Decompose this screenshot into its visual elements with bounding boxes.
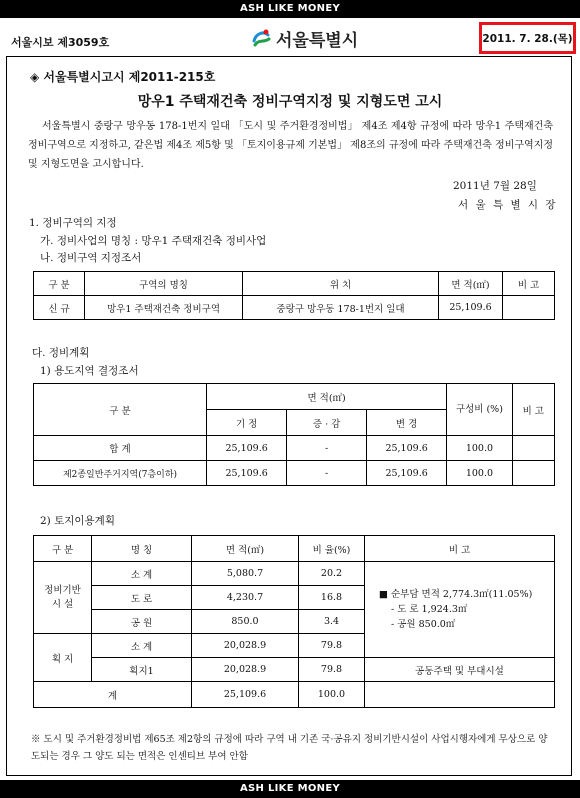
bottom-banner: ASH LIKE MONEY: [0, 780, 580, 798]
table-cell: 25,109.6: [192, 682, 299, 708]
table-cell: 79.8: [299, 658, 365, 682]
table-cell: 공동주택 및 부대시설: [365, 658, 555, 682]
issue-date: 2011. 7. 28.(목): [479, 22, 576, 54]
table-cell: 중랑구 망우동 178-1번지 일대: [243, 296, 439, 320]
table-cell: 공 원: [92, 610, 192, 634]
table-cell: 25,109.6: [366, 436, 446, 461]
table-header-cell: 비 고: [365, 536, 555, 562]
table-row: [34, 436, 555, 461]
table-cell: 도 로: [92, 586, 192, 610]
table-header-cell: 구 분: [34, 272, 85, 296]
section-da-heading: 다. 정비계획: [32, 347, 90, 359]
table-cell: 20.2: [299, 562, 365, 586]
table-header-cell: 구성비 (%): [447, 384, 512, 436]
land-use-table: [33, 535, 555, 708]
table-header-cell: 명 칭: [92, 536, 192, 562]
table-header-cell: 구 분: [34, 384, 207, 436]
table-header-row: [34, 384, 555, 410]
net-burden-line: - 공원 850.0㎡: [391, 619, 456, 630]
table-cell: 20,028.9: [192, 658, 299, 682]
table-cell: 합 계: [34, 436, 207, 461]
notice-date: 2011년 7월 28일: [453, 180, 537, 192]
net-burden-note: [365, 562, 555, 658]
table-cell: 100.0: [447, 461, 512, 486]
table-header-row: [34, 272, 555, 296]
table-cell: 망우1 주택재건축 정비구역: [85, 296, 243, 320]
zone-designation-table: [33, 271, 555, 320]
notice-title: 망우1 주택재건축 정비구역지정 및 지형도면 고시: [137, 94, 443, 110]
table-header-cell: 구 분: [34, 536, 92, 562]
table-cell: 계: [34, 682, 192, 708]
table-cell: -: [287, 436, 367, 461]
table-group-cell: 정비기반 시 설: [34, 562, 92, 634]
table-cell: 850.0: [192, 610, 299, 634]
notice-body: 서울특별시 중랑구 망우동 178-1번지 일대 「도시 및 주거환경정비법」 제4조 제4항 규정에 따라 망우1 주택재건축 정비구역으로 지정하고, 같은법 제4조 제5항 및 「토지이용규제 기본법」 제8조의 규정에 따라 주택재건축 정비구역지정 및 지형도면을 고시합니다.: [28, 121, 553, 170]
table-row: [34, 658, 555, 682]
section1-ga: 가. 정비사업의 명칭 : 망우1 주택재건축 정비사업: [40, 235, 267, 247]
section-da-sub2: 2) 토지이용계획: [40, 515, 115, 527]
net-burden-line: - 도 로 1,924.3㎡: [391, 604, 468, 615]
table-header-row: [34, 536, 555, 562]
table-cell: 100.0: [299, 682, 365, 708]
table-cell: 79.8: [299, 634, 365, 658]
table-cell: 3.4: [299, 610, 365, 634]
issue-number: 서울시보 제3059호: [11, 36, 110, 49]
section1-na: 나. 정비구역 지정조서: [40, 252, 142, 264]
table-total-row: [34, 682, 555, 708]
table-cell: 25,109.6: [439, 296, 503, 320]
table-cell: 100.0: [447, 436, 512, 461]
table-cell: 획지1: [92, 658, 192, 682]
table-cell: [512, 436, 554, 461]
table-header-cell: 면 적(㎡): [206, 384, 446, 410]
table-cell: 16.8: [299, 586, 365, 610]
table-row: [34, 562, 555, 586]
table-header-cell: 변 경: [366, 410, 446, 436]
logo-text: 서울특별시: [276, 30, 359, 51]
table-header-cell: 기 정: [206, 410, 286, 436]
footnote: ※ 도시 및 주거환경정비법 제65조 제2항의 규정에 따라 구역 내 기존 국·공유지 정비기반시설이 사업시행자에게 무상으로 양도되는 경우 그 양도 되는 면적은 인센티브 부여 안함: [31, 734, 548, 762]
table-cell: 20,028.9: [192, 634, 299, 658]
table-group-cell: 획 지: [34, 634, 92, 682]
table-row: [34, 461, 555, 486]
seoul-emblem-icon: [250, 27, 272, 49]
table-cell: [365, 682, 555, 708]
table-header-cell: 비 고: [503, 272, 555, 296]
section1-heading: 1. 정비구역의 지정: [29, 217, 117, 229]
table-header-cell: 구역의 명칭: [85, 272, 243, 296]
table-header-cell: 면 적(㎡): [192, 536, 299, 562]
table-cell: 소 계: [92, 634, 192, 658]
notice-label: ◈ 서울특별시고시 제2011-215호: [30, 70, 216, 84]
table-cell: 25,109.6: [366, 461, 446, 486]
table-cell: 4,230.7: [192, 586, 299, 610]
table-cell: 25,109.6: [206, 461, 286, 486]
table-cell: [512, 461, 554, 486]
net-burden-line: ■ 순부담 면적 2,774.3㎡(11.05%): [379, 589, 533, 600]
table-row: [34, 296, 555, 320]
section-da-sub1: 1) 용도지역 결정조서: [40, 365, 139, 377]
notice-signer: 서 울 특 별 시 장: [458, 199, 558, 211]
table-cell: -: [287, 461, 367, 486]
table-header-cell: 비 고: [512, 384, 554, 436]
table-cell: 제2종일반주거지역(7층이하): [34, 461, 207, 486]
table-cell: 신 규: [34, 296, 85, 320]
table-header-cell: 비 율(%): [299, 536, 365, 562]
seoul-logo: [250, 26, 358, 50]
table-cell: 25,109.6: [206, 436, 286, 461]
table-header-cell: 면 적(㎡): [439, 272, 503, 296]
table-cell: [503, 296, 555, 320]
table-header-cell: 증 · 감: [287, 410, 367, 436]
table-cell: 5,080.7: [192, 562, 299, 586]
zoning-decision-table: [33, 383, 555, 486]
top-banner: ASH LIKE MONEY: [0, 0, 580, 18]
table-header-cell: 위 치: [243, 272, 439, 296]
table-cell: 소 계: [92, 562, 192, 586]
